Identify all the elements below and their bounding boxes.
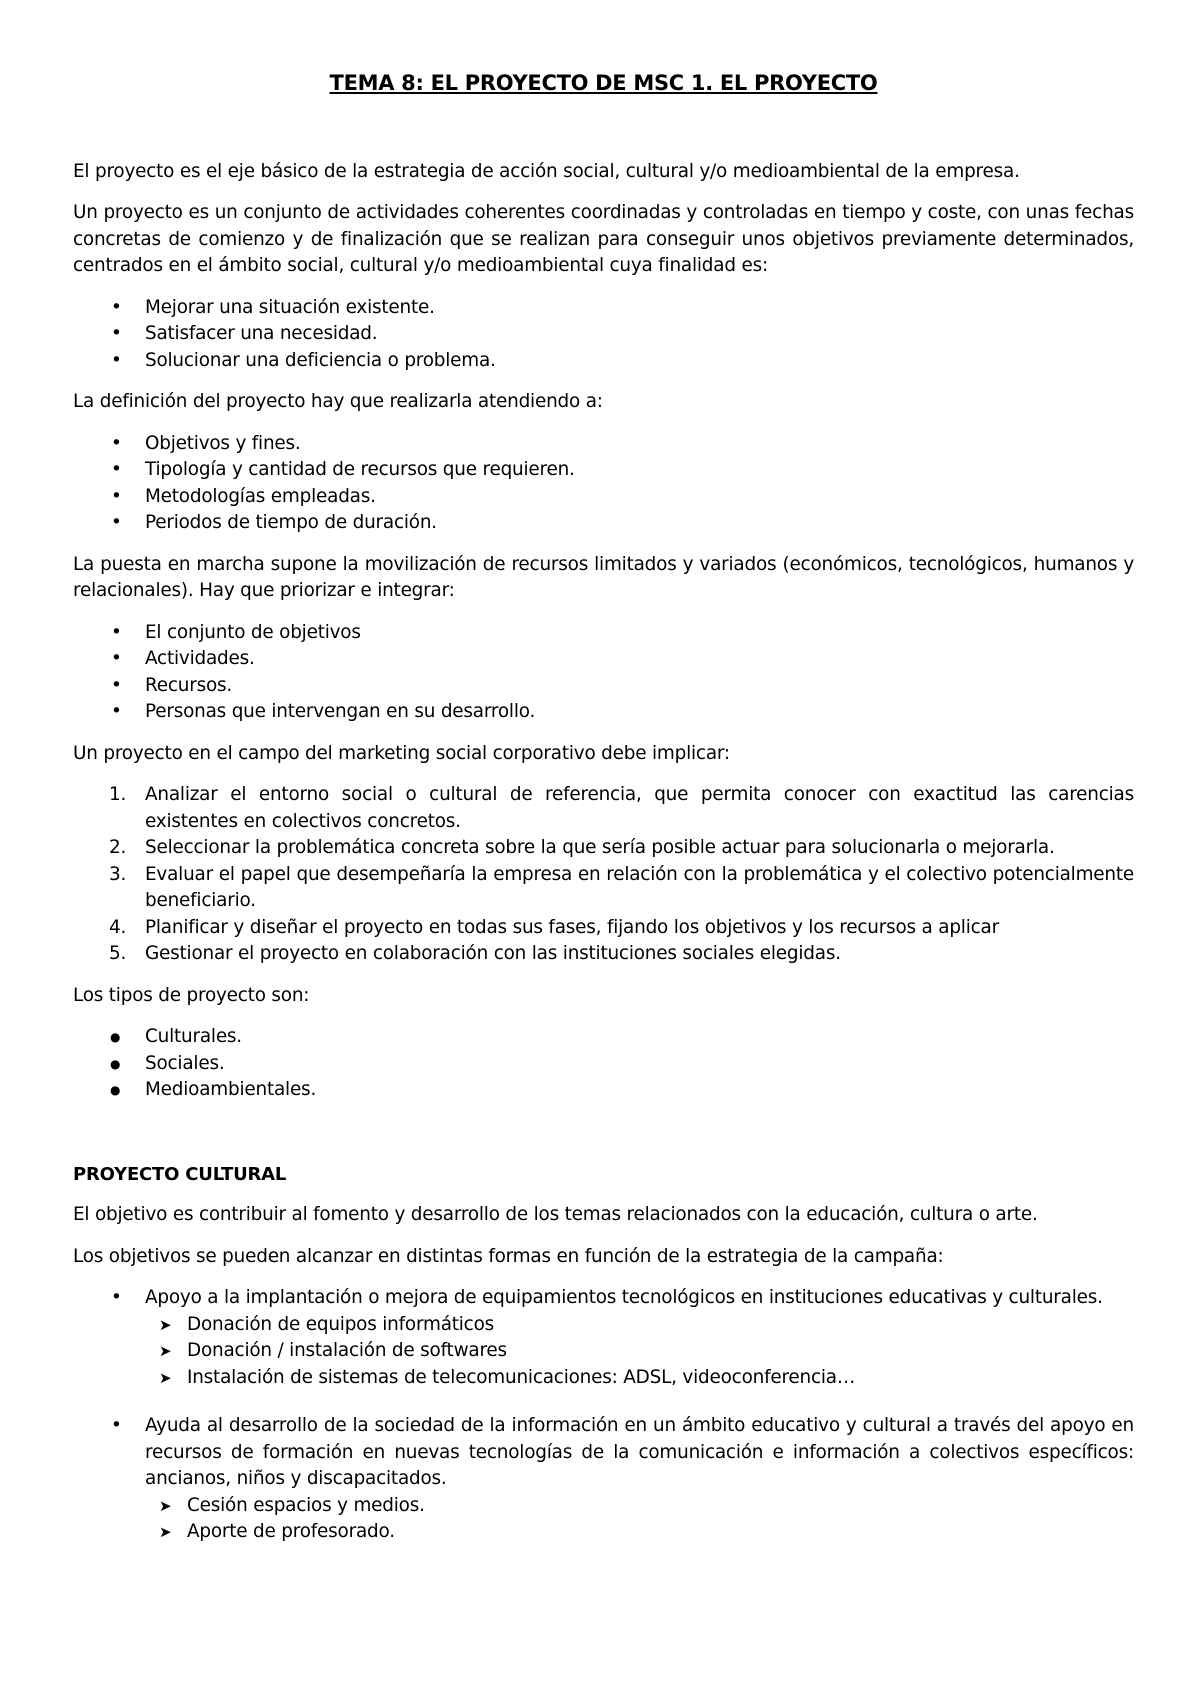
list-item: ● Culturales.: [73, 1024, 1134, 1051]
list-item: • Periodos de tiempo de duración.: [73, 510, 1134, 537]
paragraph-cultural-forms: Los objetivos se pueden alcanzar en distintas formas en función de la estrategia de la campaña:: [73, 1245, 944, 1267]
list-item: • Mejorar una situación existente.: [73, 295, 1134, 322]
paragraph-intro: El proyecto es el eje básico de la estrategia de acción social, cultural y/o medioambiental de la empresa.: [73, 160, 1020, 182]
item-text: Ayuda al desarrollo de la sociedad de la información en un ámbito educativo y cultural a través del apoyo en recursos de formación en nuevas tecnologías de la comunicación e información a colectivos específicos: ancianos, niños y discapacitados.: [145, 1415, 1134, 1489]
list-item: • Personas que intervengan en su desarrollo.: [73, 699, 1134, 726]
numbered-item: [73, 941, 1134, 968]
integrate-list: [73, 620, 1134, 726]
paragraph-definition: Un proyecto es un conjunto de actividades coherentes coordinadas y controladas en tiempo y coste, con unas fechas concretas de comienzo y de finalización que se realizan para conseguir unos objetivos previamente determinados, centrados en el ámbito social, cultural y/o medioambiental cuya finalidad es:: [73, 202, 1134, 276]
paragraph-marketing: Un proyecto en el campo del marketing social corporativo debe implicar:: [73, 742, 730, 764]
paragraph-types: Los tipos de proyecto son:: [73, 984, 310, 1006]
item-number: 4.: [109, 916, 127, 938]
item-text: Gestionar el proyecto en colaboración con las instituciones sociales elegidas.: [145, 943, 841, 964]
sub-item: ➤ Donación de equipos informáticos: [145, 1312, 1134, 1339]
numbered-item: [73, 782, 1134, 835]
list-item: • Objetivos y fines.: [73, 431, 1134, 458]
item-number: 3.: [109, 863, 127, 885]
sub-list: [145, 1493, 1134, 1546]
item-number: 5.: [109, 943, 127, 964]
list-item: • El conjunto de objetivos: [73, 620, 1134, 647]
section-heading-cultural: PROYECTO CULTURAL: [73, 1163, 287, 1185]
sub-item: ➤ Aporte de profesorado.: [145, 1519, 1134, 1546]
numbered-item: [73, 835, 1134, 862]
definition-list: [73, 431, 1134, 537]
purpose-list: [73, 295, 1134, 375]
paragraph-launch: La puesta en marcha supone la movilización de recursos limitados y variados (económicos, tecnológicos, humanos y relacionales). Hay que priorizar e integrar:: [73, 553, 1134, 601]
list-item: • Tipología y cantidad de recursos que requieren.: [73, 457, 1134, 484]
document-title: TEMA 8: EL PROYECTO DE MSC 1. EL PROYECTO: [329, 71, 878, 95]
item-text: Planificar y diseñar el proyecto en todas sus fases, fijando los objetivos y los recursos a aplicar: [145, 916, 999, 938]
sub-item: ➤ Instalación de sistemas de telecomunicaciones: ADSL, videoconferencia…: [145, 1365, 1134, 1392]
steps-list: [73, 782, 1134, 968]
list-item: • Solucionar una deficiencia o problema.: [73, 348, 1134, 375]
cultural-list: [73, 1285, 1134, 1546]
list-item: • Actividades.: [73, 646, 1134, 673]
sub-item: ➤ Cesión espacios y medios.: [145, 1493, 1134, 1520]
sub-list: [145, 1312, 1134, 1392]
list-item: [73, 1285, 1134, 1413]
item-text: Apoyo a la implantación o mejora de equipamientos tecnológicos en instituciones educativas y culturales.: [145, 1287, 1103, 1308]
item-number: 2.: [109, 837, 127, 858]
list-item: • Recursos.: [73, 673, 1134, 700]
item-text: Evaluar el papel que desempeñaría la empresa en relación con la problemática y el colectivo potencialmente beneficiario.: [145, 863, 1134, 911]
paragraph-cultural-objective: El objetivo es contribuir al fomento y desarrollo de los temas relacionados con la educación, cultura o arte.: [73, 1204, 1038, 1225]
item-text: Seleccionar la problemática concreta sobre la que sería posible actuar para solucionarla o mejorarla.: [145, 837, 1055, 858]
paragraph-attend: La definición del proyecto hay que realizarla atendiendo a:: [73, 391, 603, 412]
numbered-item: [73, 862, 1134, 915]
list-item: [73, 1413, 1134, 1546]
list-item: • Metodologías empleadas.: [73, 484, 1134, 511]
item-number: 1.: [109, 784, 127, 805]
numbered-item: [73, 915, 1134, 942]
sub-item: ➤ Donación / instalación de softwares: [145, 1338, 1134, 1365]
item-text: Analizar el entorno social o cultural de referencia, que permita conocer con exactitud las carencias existentes en colectivos concretos.: [145, 784, 1134, 832]
list-item: • Satisfacer una necesidad.: [73, 321, 1134, 348]
spacer: [145, 1391, 1134, 1413]
list-item: ● Sociales.: [73, 1051, 1134, 1078]
list-item: ● Medioambientales.: [73, 1077, 1134, 1104]
types-list: [73, 1024, 1134, 1104]
